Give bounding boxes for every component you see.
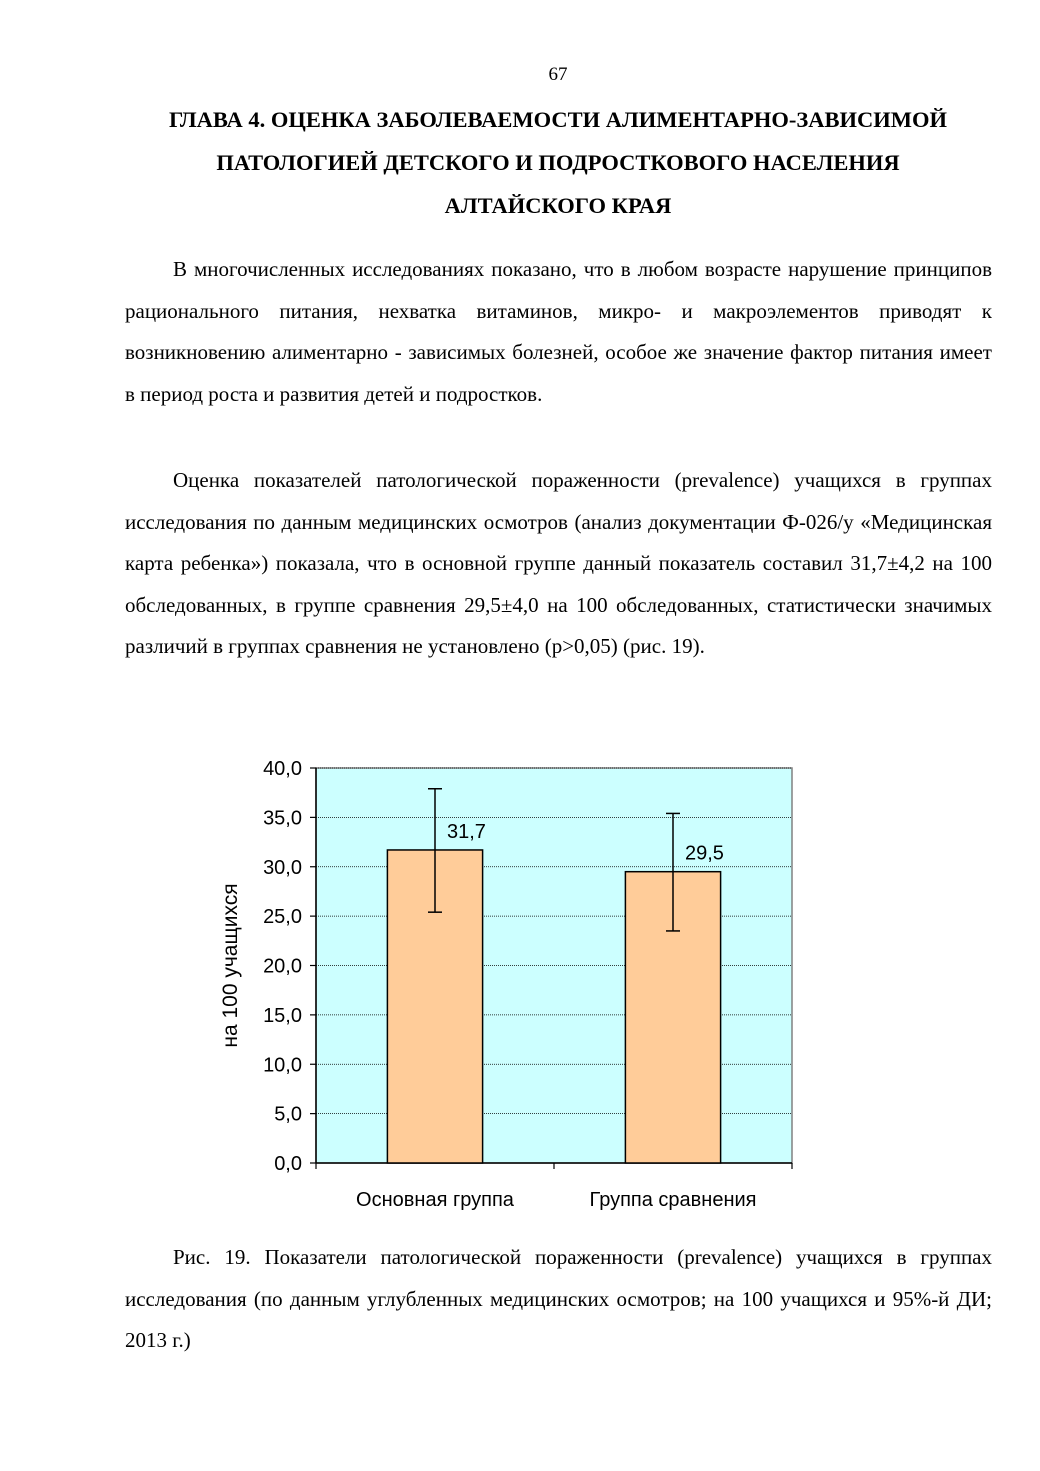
paragraph-text: Оценка показателей патологической пораженности (prevalence) учащихся в группах исследования по данным медицинских осмотров (анализ документации Ф-026/у «Медицинская карта ребенка») показала, что в основной группе данный показатель составил 31,7±4,2 на 100 обследованных, в группе сравнения 29,5±4,0 на 100 обследованных, статистически значимых различий в группах сравнения не установлено (р>0,05) (рис. 19). (125, 468, 992, 658)
y-tick-label: 15,0 (263, 1004, 302, 1027)
y-tick-label: 20,0 (263, 955, 302, 978)
paragraph-1 (125, 249, 992, 415)
y-tick-label: 40,0 (263, 758, 302, 780)
data-label: 29,5 (685, 842, 724, 865)
chapter-title-line: ГЛАВА 4. ОЦЕНКА ЗАБОЛЕВАЕМОСТИ АЛИМЕНТАРНО-ЗАВИСИМОЙ (168, 107, 948, 132)
x-tick-label: Группа сравнения (589, 1189, 757, 1211)
figure-caption: Рис. 19. Показатели патологической пораженности (prevalence) учащихся в группах исследования (по данным углубленных медицинских осмотров; на 100 учащихся и 95%-й ДИ; 2013 г.) (125, 1245, 992, 1352)
y-tick-label: 0,0 (274, 1153, 302, 1175)
paragraph-text: В многочисленных исследованиях показано, что в любом возрасте нарушение принципов рационального питания, нехватка витаминов, микро- и макроэлементов приводят к возникновению алиментарно - зависимых болезней, особое же значение фактор питания имеет в период роста и развития детей и подростков. (125, 257, 992, 406)
page-number: 67 (548, 64, 568, 85)
y-tick-label: 10,0 (263, 1054, 302, 1077)
y-tick-label: 5,0 (274, 1103, 302, 1126)
x-tick-label: Основная группа (356, 1189, 514, 1211)
chapter-title-line: АЛТАЙСКОГО КРАЯ (444, 193, 672, 218)
chapter-title-line: ПАТОЛОГИЕЙ ДЕТСКОГО И ПОДРОСТКОВОГО НАСЕЛЕНИЯ (216, 150, 900, 175)
y-axis-title: на 100 учащихся (219, 883, 242, 1048)
chapter-title (110, 98, 1006, 227)
y-tick-label: 30,0 (263, 856, 302, 879)
bar-chart (205, 748, 805, 1218)
paragraph-2 (125, 460, 992, 668)
y-tick-label: 25,0 (263, 906, 302, 929)
y-tick-label: 35,0 (263, 807, 302, 830)
data-label: 31,7 (447, 820, 486, 843)
